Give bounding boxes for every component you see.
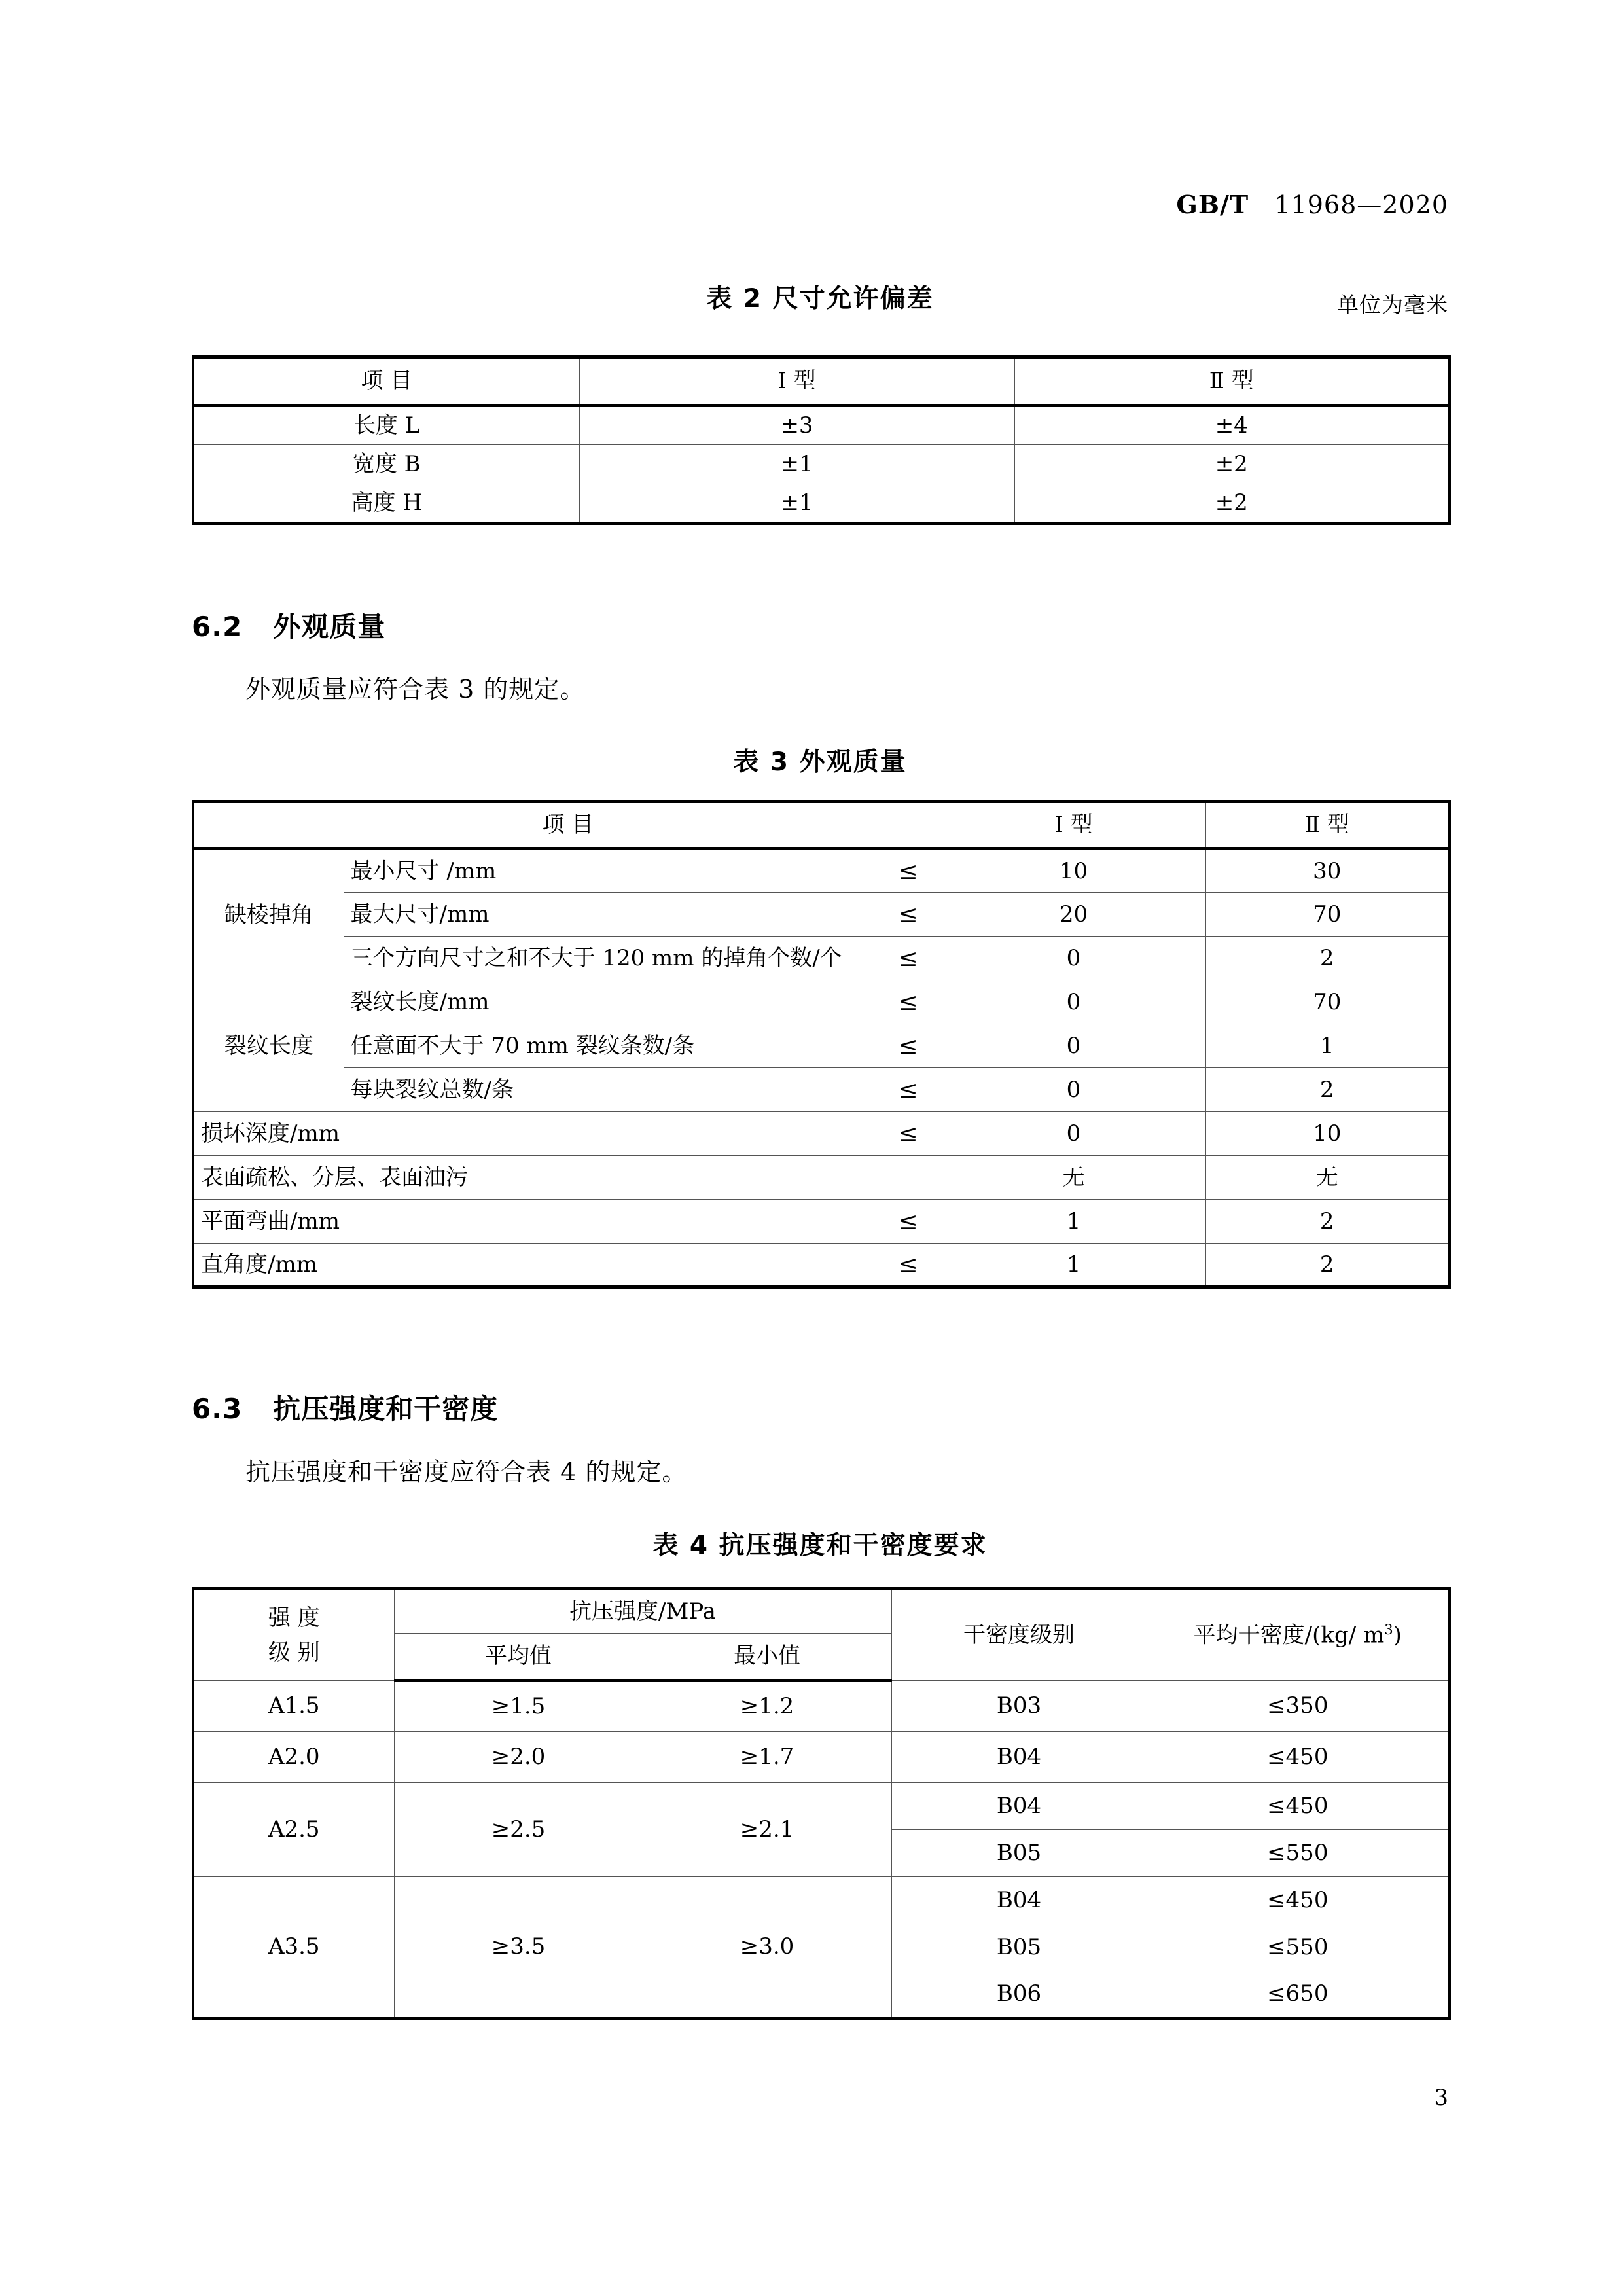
table4-header-minimum: 最小值 bbox=[643, 1634, 891, 1681]
table3-row6-operator: ≤ bbox=[898, 1120, 918, 1147]
table3-row8-type2: 2 bbox=[1205, 1200, 1450, 1244]
table2-row2-type2: ±2 bbox=[1014, 484, 1450, 524]
table-row bbox=[193, 484, 1450, 524]
table4-header-avg-dry-density-sup: 3 bbox=[1384, 1621, 1393, 1638]
table3-row1-type1: 20 bbox=[942, 893, 1205, 937]
table3-row4-item bbox=[344, 1024, 942, 1068]
table-row bbox=[193, 1877, 1450, 1924]
standard-number: 11968—2020 bbox=[1274, 190, 1448, 219]
table4-header-avg-dry-density-text: 平均干密度/(kg/ m bbox=[1193, 1622, 1385, 1649]
table4-row2-density-grade-0: B04 bbox=[891, 1783, 1147, 1830]
table3-caption: 表 3 外观质量 bbox=[733, 747, 907, 777]
table3-row1-type2: 70 bbox=[1205, 893, 1450, 937]
table-row bbox=[193, 1156, 1450, 1200]
table2-row2-item: 高度 H bbox=[193, 484, 579, 524]
table-3-appearance-quality bbox=[192, 800, 1451, 1289]
table3-row8-operator: ≤ bbox=[898, 1208, 918, 1235]
table3-row5-type1: 0 bbox=[942, 1068, 1205, 1112]
section-6-3-paragraph: 抗压强度和干密度应符合表 4 的规定。 bbox=[245, 1458, 688, 1486]
table4-row1-density-grade: B04 bbox=[891, 1732, 1147, 1783]
table3-group-chipping: 缺棱掉角 bbox=[193, 849, 344, 980]
table-row bbox=[193, 937, 1450, 980]
table4-row2-density-value-0: ≤450 bbox=[1147, 1783, 1450, 1830]
table3-row1-label: 最大尺寸/mm bbox=[350, 901, 490, 927]
table3-row3-operator: ≤ bbox=[898, 988, 918, 1016]
table3-row5-operator: ≤ bbox=[898, 1076, 918, 1103]
table3-row6-type1: 0 bbox=[942, 1112, 1205, 1156]
table3-row9-operator: ≤ bbox=[898, 1251, 918, 1278]
table4-header-compressive-strength: 抗压强度/MPa bbox=[394, 1589, 891, 1634]
table4-row0-minimum: ≥1.2 bbox=[643, 1681, 891, 1732]
table4-row3-density-grade-0: B04 bbox=[891, 1877, 1147, 1924]
table2-row1-type2: ±2 bbox=[1014, 445, 1450, 484]
table-row bbox=[193, 1244, 1450, 1287]
section-6-3-number: 6.3 bbox=[192, 1393, 243, 1425]
table4-row1-average: ≥2.0 bbox=[394, 1732, 643, 1783]
table3-row3-type1: 0 bbox=[942, 980, 1205, 1024]
table3-row9-label: 直角度/mm bbox=[201, 1251, 317, 1278]
table3-row6-item bbox=[193, 1112, 942, 1156]
table3-row1-item bbox=[344, 893, 942, 937]
table-row bbox=[193, 1112, 1450, 1156]
table4-row3-density-value-1: ≤550 bbox=[1147, 1924, 1450, 1971]
table3-row4-label: 任意面不大于 70 mm 裂纹条数/条 bbox=[350, 1032, 695, 1059]
table4-row3-grade: A3.5 bbox=[193, 1877, 394, 2018]
table4-row2-minimum: ≥2.1 bbox=[643, 1783, 891, 1877]
table3-row0-item bbox=[344, 849, 942, 893]
table4-row3-average: ≥3.5 bbox=[394, 1877, 643, 2018]
table3-row4-operator: ≤ bbox=[898, 1032, 918, 1060]
table3-row7-type1: 无 bbox=[942, 1156, 1205, 1200]
table4-header-avg-dry-density bbox=[1147, 1589, 1450, 1681]
table4-row3-density-grade-2: B06 bbox=[891, 1971, 1147, 2018]
section-6-2-title: 外观质量 bbox=[273, 611, 386, 643]
table4-row1-grade: A2.0 bbox=[193, 1732, 394, 1783]
table4-header-dry-density-grade: 干密度级别 bbox=[891, 1589, 1147, 1681]
table-2-dimension-tolerance bbox=[192, 355, 1451, 525]
table2-header-type2: Ⅱ 型 bbox=[1014, 357, 1450, 406]
table-row bbox=[193, 1068, 1450, 1112]
table2-row0-item: 长度 L bbox=[193, 406, 579, 445]
section-6-3-title: 抗压强度和干密度 bbox=[273, 1393, 499, 1425]
table4-row0-average: ≥1.5 bbox=[394, 1681, 643, 1732]
table3-row0-label: 最小尺寸 /mm bbox=[350, 857, 497, 884]
table3-row8-type1: 1 bbox=[942, 1200, 1205, 1244]
table4-row3-density-grade-1: B05 bbox=[891, 1924, 1147, 1971]
table3-row6-type2: 10 bbox=[1205, 1112, 1450, 1156]
table2-header-item: 项 目 bbox=[193, 357, 579, 406]
table3-row7-item bbox=[193, 1156, 942, 1200]
table4-row2-average: ≥2.5 bbox=[394, 1783, 643, 1877]
table3-row2-operator: ≤ bbox=[898, 944, 918, 972]
table3-row3-label: 裂纹长度/mm bbox=[350, 988, 490, 1015]
table3-header-item: 项 目 bbox=[193, 802, 942, 849]
table4-row1-density-value: ≤450 bbox=[1147, 1732, 1450, 1783]
table4-row1-minimum: ≥1.7 bbox=[643, 1732, 891, 1783]
table4-row0-density-grade: B03 bbox=[891, 1681, 1147, 1732]
table4-row2-grade: A2.5 bbox=[193, 1783, 394, 1877]
table4-row2-density-value-1: ≤550 bbox=[1147, 1830, 1450, 1877]
table3-row8-label: 平面弯曲/mm bbox=[201, 1208, 340, 1234]
section-6-2-heading bbox=[192, 605, 385, 645]
table3-row0-type1: 10 bbox=[942, 849, 1205, 893]
table-row bbox=[193, 1200, 1450, 1244]
table3-row9-type2: 2 bbox=[1205, 1244, 1450, 1287]
table-row bbox=[193, 893, 1450, 937]
table3-row7-label: 表面疏松、分层、表面油污 bbox=[201, 1164, 468, 1191]
table4-row3-density-value-2: ≤650 bbox=[1147, 1971, 1450, 2018]
table2-caption: 表 2 尺寸允许偏差 bbox=[706, 284, 934, 314]
section-6-2-paragraph: 外观质量应符合表 3 的规定。 bbox=[245, 675, 586, 704]
table4-header-average: 平均值 bbox=[394, 1634, 643, 1681]
table3-row0-type2: 30 bbox=[1205, 849, 1450, 893]
table4-header-strength-grade-line2: 级 别 bbox=[268, 1639, 320, 1666]
table4-row3-density-value-0: ≤450 bbox=[1147, 1877, 1450, 1924]
table-row bbox=[193, 1024, 1450, 1068]
table2-row2-type1: ±1 bbox=[579, 484, 1014, 524]
table3-row2-item bbox=[344, 937, 942, 980]
table3-row2-type2: 2 bbox=[1205, 937, 1450, 980]
table2-header-type1: Ⅰ 型 bbox=[579, 357, 1014, 406]
table3-row2-type1: 0 bbox=[942, 937, 1205, 980]
table3-row3-item bbox=[344, 980, 942, 1024]
table3-row8-item bbox=[193, 1200, 942, 1244]
table-row bbox=[193, 980, 1450, 1024]
table3-header-type1: Ⅰ 型 bbox=[942, 802, 1205, 849]
table3-row5-label: 每块裂纹总数/条 bbox=[350, 1076, 514, 1103]
table2-unit-note: 单位为毫米 bbox=[1337, 292, 1448, 317]
table3-row4-type2: 1 bbox=[1205, 1024, 1450, 1068]
table4-caption: 表 4 抗压强度和干密度要求 bbox=[652, 1531, 988, 1560]
table3-row6-label: 损坏深度/mm bbox=[201, 1120, 340, 1147]
section-6-3-heading bbox=[192, 1388, 498, 1427]
table3-row9-type1: 1 bbox=[942, 1244, 1205, 1287]
section-6-2-number: 6.2 bbox=[192, 611, 243, 643]
table2-row0-type2: ±4 bbox=[1014, 406, 1450, 445]
table-row bbox=[193, 1732, 1450, 1783]
table-row bbox=[193, 406, 1450, 445]
table4-row0-density-value: ≤350 bbox=[1147, 1681, 1450, 1732]
page-number: 3 bbox=[1434, 2085, 1448, 2111]
table3-row9-item bbox=[193, 1244, 942, 1287]
table3-row2-label: 三个方向尺寸之和不大于 120 mm 的掉角个数/个 bbox=[350, 944, 842, 971]
table3-row4-type1: 0 bbox=[942, 1024, 1205, 1068]
table2-row1-item: 宽度 B bbox=[193, 445, 579, 484]
table3-group-crack-length: 裂纹长度 bbox=[193, 980, 344, 1112]
table4-row0-grade: A1.5 bbox=[193, 1681, 394, 1732]
standard-prefix: GB/T bbox=[1176, 190, 1249, 219]
table3-row5-item bbox=[344, 1068, 942, 1112]
table-row bbox=[193, 1681, 1450, 1732]
table3-row0-operator: ≤ bbox=[898, 857, 918, 885]
table-row bbox=[193, 445, 1450, 484]
table4-header-strength-grade-line1: 强 度 bbox=[268, 1604, 320, 1631]
table2-row0-type1: ±3 bbox=[579, 406, 1014, 445]
running-header bbox=[192, 190, 1448, 219]
table3-row7-type2: 无 bbox=[1205, 1156, 1450, 1200]
table3-row5-type2: 2 bbox=[1205, 1068, 1450, 1112]
table3-row3-type2: 70 bbox=[1205, 980, 1450, 1024]
table4-header-strength-grade bbox=[193, 1589, 394, 1681]
table-row bbox=[193, 1783, 1450, 1830]
table4-row3-minimum: ≥3.0 bbox=[643, 1877, 891, 2018]
table3-row1-operator: ≤ bbox=[898, 901, 918, 928]
table3-header-type2: Ⅱ 型 bbox=[1205, 802, 1450, 849]
table4-header-avg-dry-density-close: ) bbox=[1393, 1622, 1402, 1649]
table-4-strength-density bbox=[192, 1587, 1451, 2020]
table-row bbox=[193, 849, 1450, 893]
table4-row2-density-grade-1: B05 bbox=[891, 1830, 1147, 1877]
table2-row1-type1: ±1 bbox=[579, 445, 1014, 484]
